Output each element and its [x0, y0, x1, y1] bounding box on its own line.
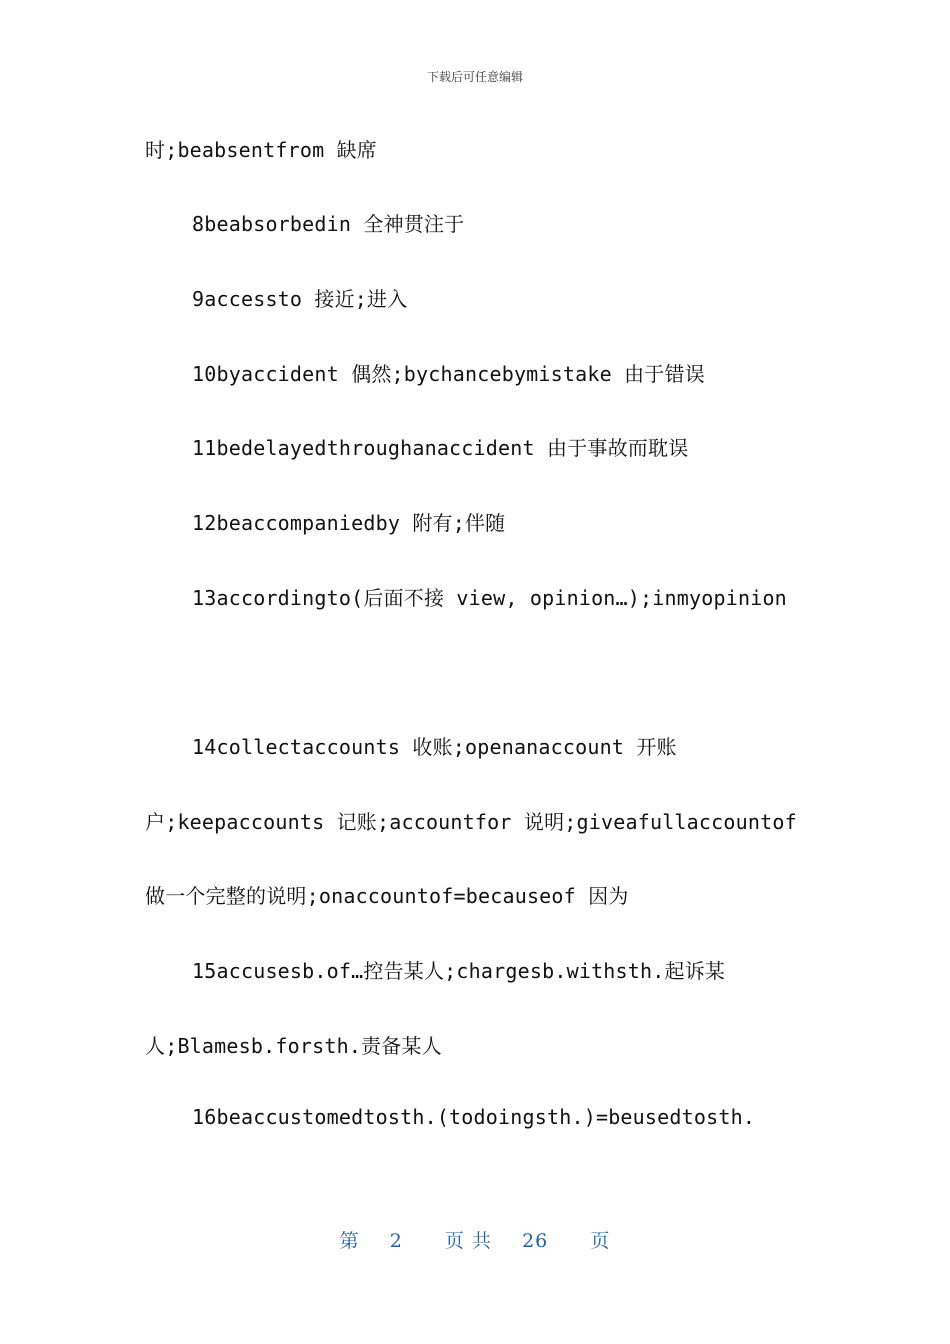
footer-suffix: 页 — [590, 1230, 611, 1252]
footer-prefix: 第 — [339, 1230, 360, 1252]
text-line: 13accordingto(后面不接 view, opinion…);inmyopinion — [192, 586, 787, 610]
text-line: 14collectaccounts 收账;openanaccount 开账 — [192, 735, 677, 759]
page-footer — [0, 1226, 950, 1253]
text-line: 8beabsorbedin 全神贯注于 — [192, 212, 465, 236]
text-line: 10byaccident 偶然;bychancebymistake 由于错误 — [192, 362, 705, 386]
page-header: 下载后可任意编辑 — [426, 70, 523, 84]
text-line: 12beaccompaniedby 附有;伴随 — [192, 511, 506, 535]
footer-middle: 页 共 — [444, 1230, 492, 1252]
text-line: 16beaccustomedtosth.(todoingsth.)=beusedtosth. — [192, 1105, 756, 1129]
text-line: 人;Blamesb.forsth.责备某人 — [145, 1034, 442, 1058]
text-line: 9accessto 接近;进入 — [192, 287, 408, 311]
total-pages-number: 26 — [522, 1230, 549, 1252]
text-line: 15accusesb.of…控告某人;chargesb.withsth.起诉某 — [192, 959, 726, 983]
text-line: 做一个完整的说明;onaccountof=becauseof 因为 — [145, 884, 629, 908]
text-line: 时;beabsentfrom 缺席 — [145, 138, 377, 162]
current-page-number: 2 — [389, 1230, 403, 1252]
text-line: 户;keepaccounts 记账;accountfor 说明;giveafullaccountof — [145, 810, 797, 834]
text-line: 11bedelayedthroughanaccident 由于事故而耽误 — [192, 436, 689, 460]
